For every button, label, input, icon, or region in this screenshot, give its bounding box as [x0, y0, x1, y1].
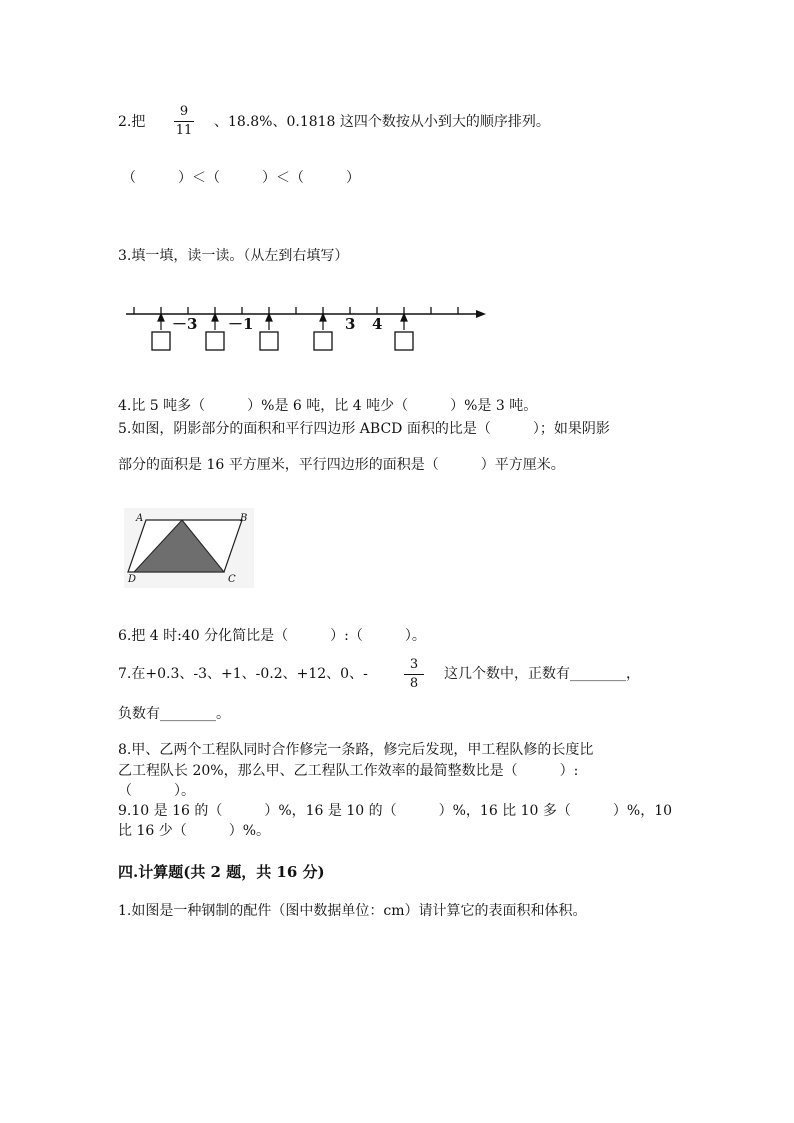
answer-box-4	[314, 332, 332, 350]
number-line-arrowhead	[476, 310, 486, 318]
q7-fraction-numerator: 3	[409, 657, 419, 672]
fraction-bar	[404, 674, 424, 675]
q2-prefix: 2.把	[118, 114, 146, 130]
parallelogram-figure	[124, 508, 254, 592]
q2-fraction-numerator: 9	[179, 104, 189, 119]
q2-answer-row: （ ）＜（ ）＜（ ）	[122, 170, 360, 186]
answer-box-5	[395, 332, 413, 350]
tick-label-4: 4	[372, 315, 383, 333]
answer-box-2	[206, 332, 224, 350]
label-b: B	[240, 513, 248, 524]
label-d: D	[128, 574, 137, 585]
q7-line2: 负数有________。	[118, 706, 230, 722]
label-c: C	[228, 574, 236, 585]
number-line-ticks	[134, 307, 458, 314]
tick-label-neg3: －3	[172, 315, 198, 333]
q5-line2: 部分的面积是 16 平方厘米，平行四边形的面积是（ ）平方厘米。	[118, 457, 565, 473]
q9-line2: 比 16 少（ ）%。	[118, 823, 271, 839]
section-heading: 四.计算题(共 2 题，共 16 分)	[118, 863, 325, 881]
parallelogram-svg	[124, 508, 254, 588]
answer-box-1	[152, 332, 170, 350]
q2-fraction	[174, 104, 194, 139]
q2-suffix: 、18.8%、0.1818 这四个数按从小到大的顺序排列。	[214, 114, 550, 130]
calc1-text: 1.如图是一种钢制的配件（图中数据单位：cm）请计算它的表面积和体积。	[118, 903, 587, 919]
q7-suffix: 这几个数中，正数有________，	[444, 666, 640, 682]
q9-line1: 9.10 是 16 的（ ）%，16 是 10 的（ ）%，16 比 10 多（ ）%，10	[118, 803, 673, 819]
q8-line1: 8.甲、乙两个工程队同时合作修完一条路，修完后发现，甲工程队修的长度比	[118, 742, 594, 758]
tick-label-neg1: －1	[228, 315, 254, 333]
number-line-svg	[120, 296, 500, 356]
fraction-bar	[174, 121, 194, 122]
q7-fraction-denominator: 8	[409, 676, 419, 691]
q5-line1: 5.如图，阴影部分的面积和平行四边形 ABCD 面积的比是（ ）；如果阴影	[118, 421, 610, 437]
number-line-answer-boxes	[152, 332, 413, 350]
q2-fraction-denominator: 11	[175, 123, 193, 138]
q6-text: 6.把 4 时:40 分化简比是（ ）:（ ）。	[118, 628, 426, 644]
label-a: A	[136, 513, 144, 524]
q8-line3: （ ）。	[118, 783, 195, 799]
q8-line2: 乙工程队长 20%，那么甲、乙工程队工作效率的最简整数比是（ ）:	[118, 763, 579, 779]
q7-fraction	[404, 657, 424, 692]
q3-text: 3.填一填，读一读。（从左到右填写）	[118, 248, 349, 264]
q7-prefix: 7.在+0.3、-3、+1、-0.2、+12、0、-	[118, 666, 368, 682]
number-line-figure	[120, 296, 500, 360]
q4-text: 4.比 5 吨多（ ）%是 6 吨，比 4 吨少（ ）%是 3 吨。	[118, 398, 538, 414]
tick-label-3: 3	[345, 315, 356, 333]
answer-box-3	[260, 332, 278, 350]
